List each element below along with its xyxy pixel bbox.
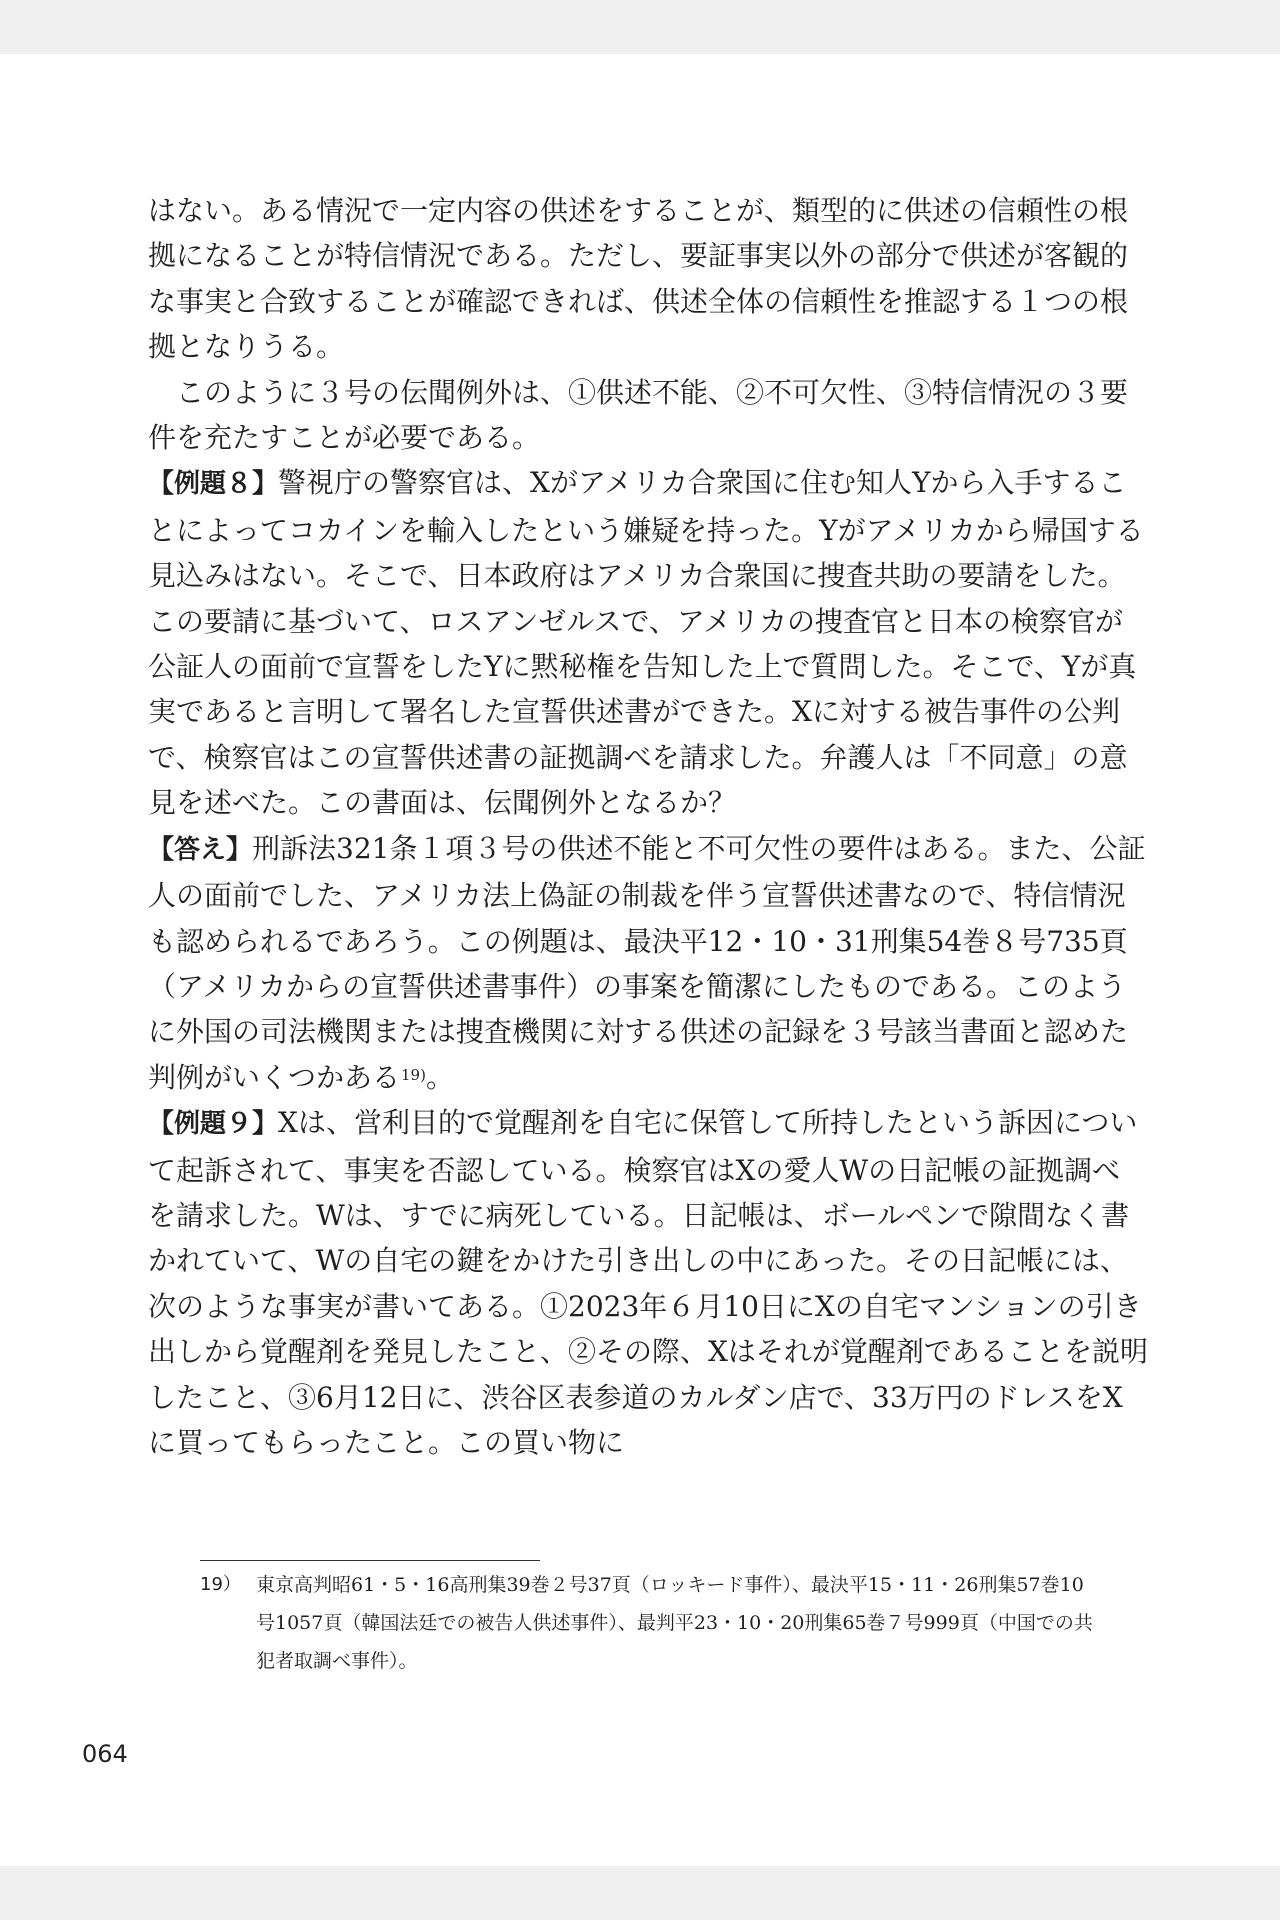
paragraph-1	[148, 188, 1148, 370]
footnote-ref-19: 19)	[401, 1065, 426, 1084]
footnote-divider	[200, 1560, 540, 1561]
example-9-text: Xは、営利目的で覚醒剤を自宅に保管して所持したという訴因について起訴されて、事実を否認している。検察官はXの愛人Wの日記帳の証拠調べを請求した。Wは、すでに病死している。日記帳は、ボールペンで隙間なく書かれていて、Wの自宅の鍵をかけた引き出しの中にあった。その日記帳には、次のような事実が書いてある。①2023年６月10日にXの自宅マンションの引き出しから覚醒剤を発見したこと、②その際、Xはそれが覚醒剤であることを説明したこと、③6月12日に、渋谷区表参道のカルダン店で、33万円のドレスをXに買ってもらったこと。この買い物に	[148, 1106, 1148, 1459]
footnote-19	[200, 1566, 1100, 1699]
paragraph-text: はない。ある情況で一定内容の供述をすることが、類型的に供述の信頼性の根拠になることが特信情況である。ただし、要証事実以外の部分で供述が客観的な事実と合致することが確認できれば、供述全体の信頼性を推認する１つの根拠となりうる。	[148, 194, 1129, 364]
answer-label: 【答え】	[148, 834, 253, 865]
footnote-number: 19）	[200, 1574, 241, 1595]
example-8-text: 警視庁の警察官は、Xがアメリカ合衆国に住む知人Yから入手することによってコカインを輸入したという嫌疑を持った。Yがアメリカから帰国する見込みはない。そこで、日本政府はアメリカ合衆国に捜査共助の要請をした。この要請に基づいて、ロスアンゼルスで、アメリカの捜査官と日本の検察官が公証人の面前で宣誓をしたYに黙秘権を告知した上で質問した。そこで、Yが真実であると言明して署名した宣誓供述書ができた。Xに対する被告事件の公判で、検察官はこの宣誓供述書の証拠調べを請求した。弁護人は「不同意」の意見を述べた。この書面は、伝聞例外となるか？	[148, 466, 1144, 820]
example-8	[148, 460, 1148, 825]
top-margin-band	[0, 0, 1280, 54]
bottom-margin-band	[0, 1866, 1280, 1920]
paragraph-text: このように３号の伝聞例外は、①供述不能、②不可欠性、③特信情況の３要件を充たすことが必要である。	[148, 375, 1129, 455]
footnote-text: 東京高判昭61・5・16高刑集39巻２号37頁（ロッキード事件）、最決平15・11・26刑集57巻10号1057頁（韓国法廷での被告人供述事件）、最判平23・10・20刑集65巻７号999頁（中国での共犯者取調べ事件）。	[256, 1574, 1093, 1672]
main-text	[148, 188, 1148, 1465]
paragraph-2	[148, 370, 1148, 461]
answer-text: 刑訴法321条１項３号の供述不能と不可欠性の要件はある。また、公証人の面前でした、アメリカ法上偽証の制裁を伴う宣誓供述書なので、特信情況も認められるであろう。この例題は、最決平12・10・31刑集54巻８号735頁（アメリカからの宣誓供述書事件）の事案を簡潔にしたものである。このように外国の司法機関または捜査機関に対する供述の記録を３号該当書面と認めた判例がいくつかある	[148, 831, 1146, 1094]
example-9	[148, 1100, 1148, 1465]
answer	[148, 826, 1148, 1100]
answer-text-end: 。	[425, 1060, 454, 1094]
page-number: 064	[82, 1740, 128, 1768]
example-8-label: 【例題８】	[148, 469, 279, 500]
example-9-label: 【例題９】	[148, 1109, 279, 1140]
